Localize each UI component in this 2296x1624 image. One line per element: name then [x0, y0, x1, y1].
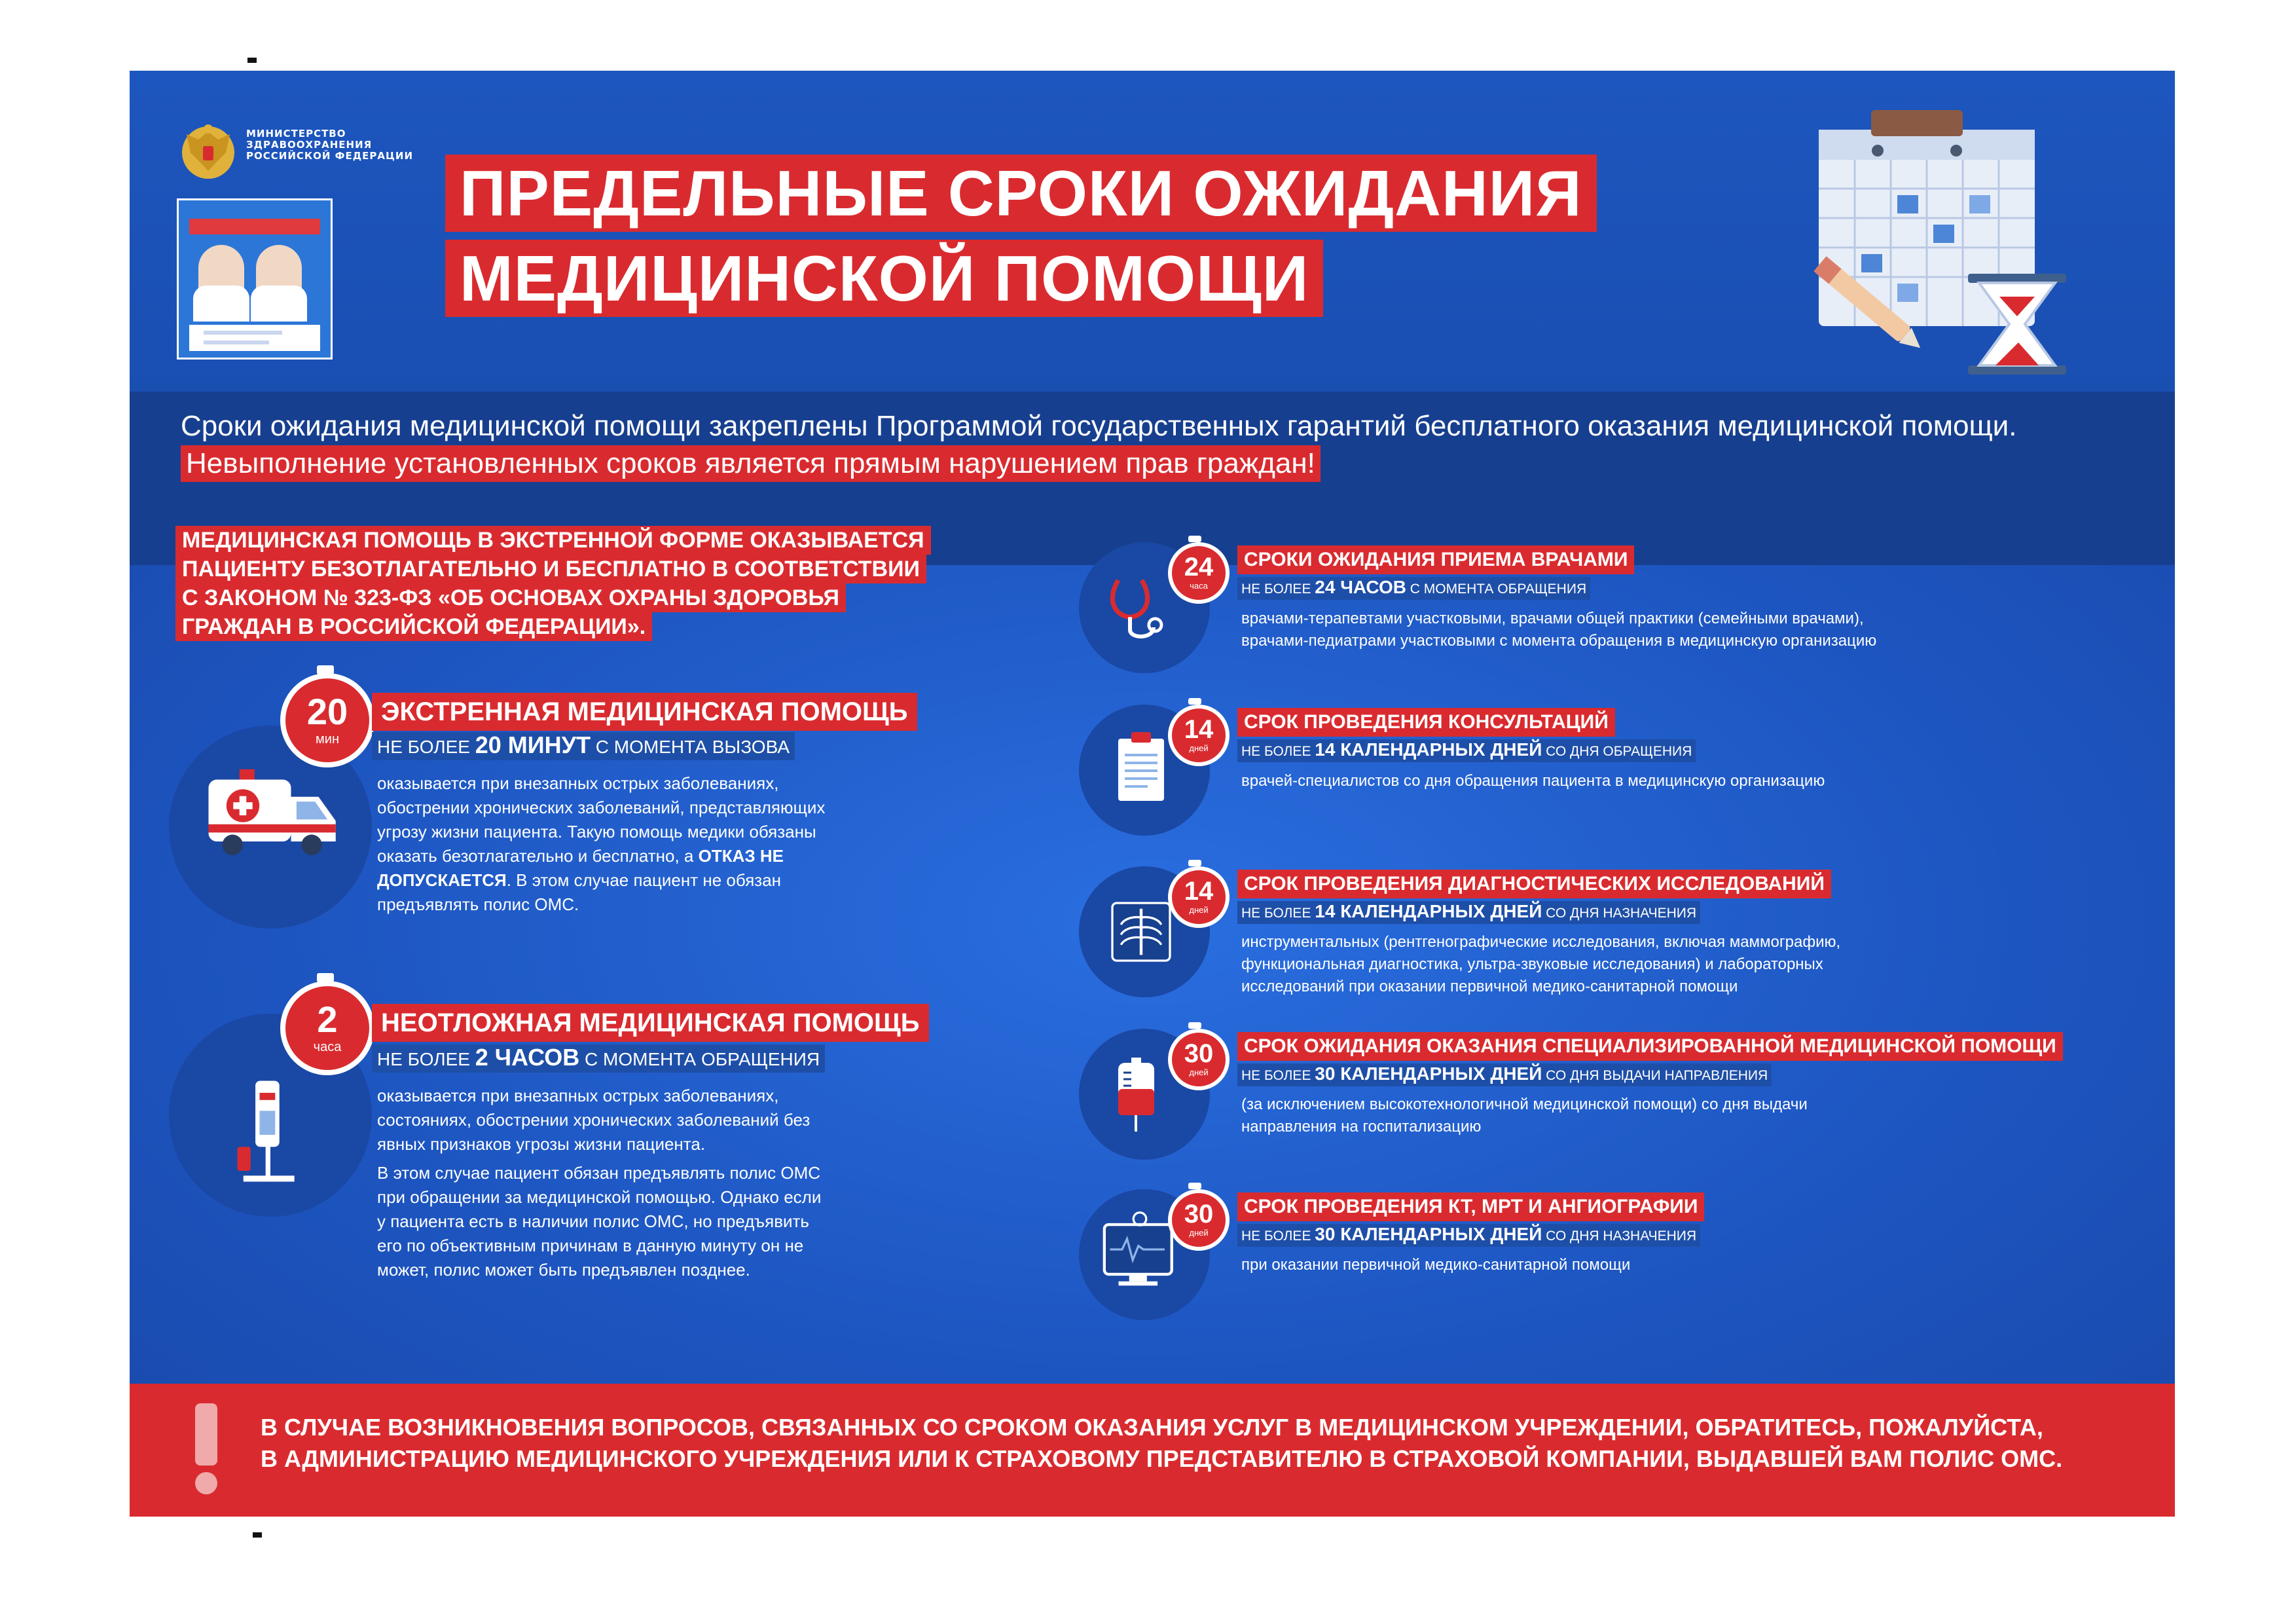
section-deadline — [1237, 739, 1696, 762]
poster — [130, 71, 2175, 1517]
description-line: (за исключением высокотехнологичной медицинской помощи) со дня выдачи — [1241, 1096, 1808, 1113]
deadline-value: 14 КАЛЕНДАРНЫХ ДНЕЙ — [1315, 739, 1542, 760]
badge-number: 14 — [1184, 877, 1214, 906]
white-coat-icon — [193, 286, 249, 322]
section-description — [1241, 1094, 2066, 1138]
description-line: может, полис может быть предъявлен позднее. — [377, 1260, 750, 1280]
badge-number: 30 — [1184, 1039, 1214, 1068]
deadline-prefix: НЕ БОЛЕЕ — [377, 737, 470, 757]
white-coat-icon — [251, 286, 307, 322]
description-line: направления на госпитализацию — [1241, 1118, 1482, 1135]
description-line: врачей-специалистов со дня обращения пациента в медицинскую организацию — [1241, 772, 1825, 790]
law-line: ГРАЖДАН В РОССИЙСКОЙ ФЕДЕРАЦИИ». — [175, 612, 652, 641]
law-block — [175, 526, 968, 641]
exclamation-icon — [190, 1403, 223, 1495]
section-deadline — [1237, 1224, 1700, 1247]
badge-unit: часа — [1190, 581, 1208, 591]
iv-drip-icon — [1105, 1053, 1171, 1138]
section-deadline — [1237, 1063, 1772, 1086]
section-heading-specialized: СРОК ОЖИДАНИЯ ОКАЗАНИЯ СПЕЦИАЛИЗИРОВАННОЙ МЕДИЦИНСКОЙ ПОМОЩИ — [1237, 1032, 2063, 1061]
section-heading-consultations: СРОК ПРОВЕДЕНИЯ КОНСУЛЬТАЦИЙ — [1237, 708, 1615, 737]
section-deadline — [372, 732, 795, 760]
description-line: функциональная диагностика, ультра-звуковые исследования) и лабораторных — [1241, 955, 1823, 973]
badge-number: 14 — [1184, 715, 1214, 744]
timer-badge — [1168, 1029, 1230, 1090]
section-description — [1241, 1254, 2066, 1276]
document-icon — [1108, 726, 1174, 811]
timer-knob — [1188, 536, 1201, 542]
thumbnail-caption-strip — [189, 325, 320, 351]
law-line: МЕДИЦИНСКАЯ ПОМОЩЬ В ЭКСТРЕННОЙ ФОРМЕ ОКАЗЫВАЕТСЯ — [175, 526, 931, 555]
footer-line: В АДМИНИСТРАЦИЮ МЕДИЦИНСКОГО УЧРЕЖДЕНИЯ ИЛИ К СТРАХОВОМУ ПРЕДСТАВИТЕЛЮ В СТРАХОВОЙ КОМПАНИИ, ВЫДАВШЕЙ ВАМ ПОЛИС ОМС. — [261, 1445, 2063, 1472]
description-line: обострении хронических заболеваний, представляющих — [377, 798, 826, 817]
deadline-suffix: СО ДНЯ НАЗНАЧЕНИЯ — [1546, 906, 1697, 921]
section-heading-emergency: ЭКСТРЕННАЯ МЕДИЦИНСКАЯ ПОМОЩЬ — [372, 693, 917, 731]
deadline-prefix: НЕ БОЛЕЕ — [1241, 1068, 1311, 1083]
section-deadline — [1237, 901, 1700, 924]
deadline-value: 2 ЧАСОВ — [475, 1044, 580, 1071]
deadline-value: 14 КАЛЕНДАРНЫХ ДНЕЙ — [1315, 901, 1542, 921]
badge-unit: часа — [313, 1040, 342, 1054]
deadline-value: 30 КАЛЕНДАРНЫХ ДНЕЙ — [1315, 1224, 1542, 1244]
deadline-prefix: НЕ БОЛЕЕ — [1241, 1228, 1311, 1244]
description-emphasis: ДОПУСКАЕТСЯ — [377, 870, 507, 890]
description-line: при оказании первичной медико-санитарной помощи — [1241, 1256, 1631, 1274]
badge-number: 20 — [306, 691, 348, 732]
description-line: явных признаков угрозы жизни пациента. — [377, 1134, 706, 1154]
description-line: у пациента есть в наличии полис ОМС, но предъявить — [377, 1211, 809, 1231]
ministry-name — [246, 128, 416, 162]
description-line: инструментальных (рентгенографические исследования, включая маммографию, — [1241, 933, 1841, 951]
section-deadline — [1237, 577, 1590, 600]
description-line: В этом случае пациент обязан предъявлять полис ОМС — [377, 1163, 821, 1183]
description-line: . В этом случае пациент не обязан — [506, 870, 782, 890]
notice-text: Сроки ожидания медицинской помощи закреплены Программой государственных гарантий бесплатного оказания медицинской помощи. — [181, 410, 2017, 442]
section-heading-urgent: НЕОТЛОЖНАЯ МЕДИЦИНСКАЯ ПОМОЩЬ — [372, 1004, 929, 1042]
section-description — [377, 1084, 914, 1156]
description-line: врачами-терапевтами участковыми, врачами общей практики (семейными врачами), — [1241, 610, 1864, 627]
description-line: оказывается при внезапных острых заболеваниях, — [377, 773, 779, 793]
timer-badge — [1168, 1189, 1230, 1251]
scan-mark-top — [247, 58, 257, 63]
description-line: врачами-педиатрами участковыми с момента обращения в медицинскую организацию — [1241, 632, 1877, 650]
ministry-line: ЗДРАВООХРАНЕНИЯ — [246, 139, 373, 151]
scan-mark-bottom — [253, 1532, 262, 1538]
deadline-suffix: СО ДНЯ ОБРАЩЕНИЯ — [1546, 744, 1692, 759]
description-line: оказывается при внезапных острых заболеваниях, — [377, 1086, 779, 1105]
badge-number: 2 — [317, 999, 338, 1040]
badge-unit: дней — [1189, 905, 1209, 915]
section-description — [377, 771, 901, 917]
timer-knob — [1188, 1183, 1201, 1189]
description-line: угрозу жизни пациента. Такую помощь медики обязаны — [377, 822, 816, 841]
law-line: ПАЦИЕНТУ БЕЗОТЛАГАТЕЛЬНО И БЕСПЛАТНО В СООТВЕТСТВИИ — [175, 555, 926, 583]
deadline-prefix: НЕ БОЛЕЕ — [377, 1049, 470, 1069]
description-line: при обращении за медицинской помощью. Однако если — [377, 1187, 822, 1207]
badge-unit: мин — [316, 732, 339, 747]
timer-badge — [280, 673, 374, 767]
deadline-prefix: НЕ БОЛЕЕ — [1241, 906, 1311, 921]
section-description — [1241, 608, 2066, 652]
section-description — [1241, 770, 2066, 792]
ministry-line: РОССИЙСКОЙ ФЕДЕРАЦИИ — [246, 150, 414, 162]
timer-knob — [1188, 860, 1201, 866]
deadline-suffix: СО ДНЯ ВЫДАЧИ НАПРАВЛЕНИЯ — [1546, 1068, 1768, 1083]
deadline-value: 20 МИНУТ — [475, 731, 591, 758]
badge-unit: дней — [1189, 1067, 1209, 1077]
deadline-suffix: СО ДНЯ НАЗНАЧЕНИЯ — [1546, 1228, 1697, 1244]
double-headed-eagle-emblem-icon — [179, 120, 238, 182]
footer-line: В СЛУЧАЕ ВОЗНИКНОВЕНИЯ ВОПРОСОВ, СВЯЗАННЫХ СО СРОКОМ ОКАЗАНИЯ УСЛУГ В МЕДИЦИНСКОМ УЧРЕЖДЕНИИ, ОБРАТИТЕСЬ, ПОЖАЛУЙСТА, — [261, 1414, 2043, 1441]
law-line: С ЗАКОНОМ № 323-ФЗ «ОБ ОСНОВАХ ОХРАНЫ ЗДОРОВЬЯ — [175, 583, 846, 612]
timer-badge — [280, 981, 374, 1075]
timer-knob — [1188, 1022, 1201, 1029]
thumbnail-banner — [189, 219, 320, 234]
page-title-line1: ПРЕДЕЛЬНЫЕ СРОКИ ОЖИДАНИЯ — [445, 155, 1597, 232]
badge-number: 30 — [1184, 1200, 1214, 1228]
timer-knob — [1188, 698, 1201, 705]
section-heading-ct-mri: СРОК ПРОВЕДЕНИЯ КТ, МРТ И АНГИОГРАФИИ — [1237, 1192, 1704, 1221]
deadline-prefix: НЕ БОЛЕЕ — [1241, 744, 1311, 759]
calendar-hourglass-icon — [1799, 90, 2100, 378]
ambulance-icon — [202, 765, 339, 863]
description-line: предъявлять полис ОМС. — [377, 895, 579, 914]
badge-number: 24 — [1184, 553, 1214, 581]
notice-warning: Невыполнение установленных сроков является прямым нарушением прав граждан! — [181, 445, 1321, 482]
section-description-2 — [377, 1161, 914, 1282]
badge-unit: дней — [1189, 1228, 1209, 1238]
page-title-line2: МЕДИЦИНСКОЙ ПОМОЩИ — [445, 240, 1323, 317]
section-heading-diagnostics: СРОК ПРОВЕДЕНИЯ ДИАГНОСТИЧЕСКИХ ИССЛЕДОВАНИЙ — [1237, 870, 1831, 898]
doctors-thumbnail — [177, 198, 333, 360]
ministry-line: МИНИСТЕРСТВО — [246, 128, 346, 139]
badge-unit: дней — [1189, 743, 1209, 753]
deadline-suffix: С МОМЕНТА ОБРАЩЕНИЯ — [1410, 581, 1587, 597]
timer-badge — [1168, 542, 1230, 604]
description-line: его по объективным причинам в данную минуту он не — [377, 1236, 804, 1255]
description-line: исследований при оказании первичной медико-санитарной помощи — [1241, 978, 1738, 995]
timer-badge — [1168, 705, 1230, 766]
section-deadline — [372, 1044, 825, 1073]
description-line: оказать безотлагательно и бесплатно, а — [377, 846, 694, 866]
description-line: состояниях, обострении хронических заболеваний без — [377, 1110, 811, 1130]
deadline-prefix: НЕ БОЛЕЕ — [1241, 581, 1311, 597]
deadline-suffix: С МОМЕНТА ОБРАЩЕНИЯ — [585, 1049, 820, 1069]
timer-badge — [1168, 866, 1230, 928]
description-emphasis: ОТКАЗ НЕ — [698, 846, 784, 866]
footer-message — [261, 1412, 2062, 1475]
section-description — [1241, 931, 2066, 998]
caption-line — [204, 331, 282, 335]
xray-icon — [1105, 896, 1177, 968]
deadline-suffix: С МОМЕНТА ВЫЗОВА — [595, 737, 790, 757]
section-heading-doctor-visit: СРОКИ ОЖИДАНИЯ ПРИЕМА ВРАЧАМИ — [1237, 545, 1634, 574]
medical-stand-icon — [234, 1073, 306, 1197]
deadline-value: 30 КАЛЕНДАРНЫХ ДНЕЙ — [1315, 1063, 1542, 1084]
stethoscope-icon — [1099, 568, 1177, 647]
deadline-value: 24 ЧАСОВ — [1315, 577, 1406, 597]
caption-line — [204, 341, 269, 344]
